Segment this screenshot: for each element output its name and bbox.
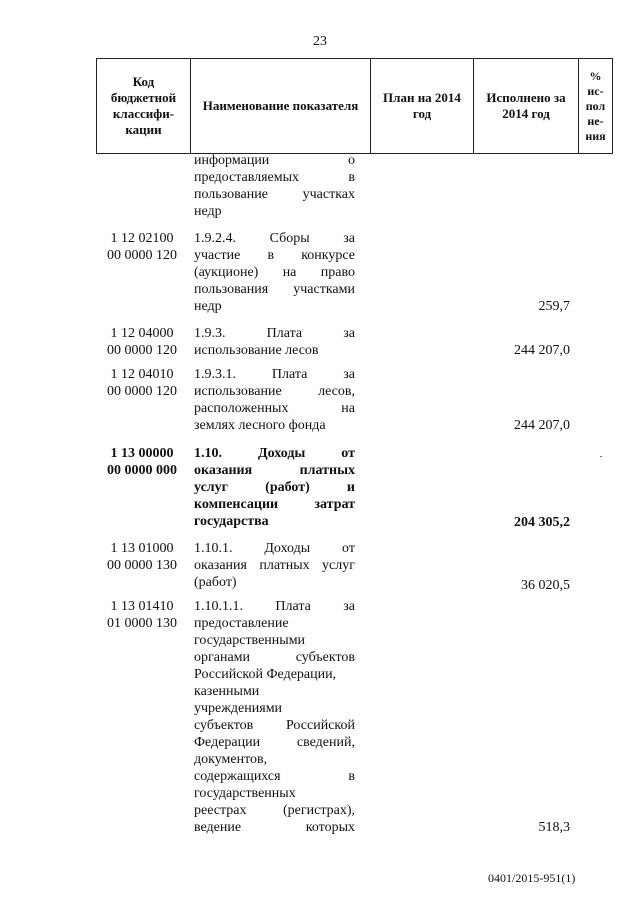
row-name-line: предоставляемых в xyxy=(194,170,355,185)
row-code-line: 1 12 04010 xyxy=(110,367,174,382)
scan-speck xyxy=(600,456,602,457)
row-code-line: 00 0000 120 xyxy=(107,343,177,358)
row-code-line: 00 0000 130 xyxy=(107,558,177,573)
page-number: 23 xyxy=(313,34,327,49)
document-code: 0401/2015-951(1) xyxy=(488,871,576,885)
header-code-line: кации xyxy=(125,122,162,137)
row-code-line: 00 0000 120 xyxy=(107,248,177,263)
row-code-line: 1 12 04000 xyxy=(110,326,174,341)
row-name-line: реестрах (регистрах), xyxy=(194,803,355,818)
row-code-line: 1 13 01000 xyxy=(110,541,174,556)
row-name-line: (аукционе) на право xyxy=(194,265,355,280)
row-code-line: 1 13 01410 xyxy=(110,599,174,614)
row-name-line: 1.10. Доходы от xyxy=(194,446,355,461)
row-name xyxy=(194,230,355,315)
row-name-line: учреждениями xyxy=(194,701,283,716)
row-code xyxy=(100,325,184,359)
row-name-line: землях лесного фонда xyxy=(194,418,326,433)
row-name-line: ведение которых xyxy=(194,820,355,835)
row-name-line: Федерации сведений, xyxy=(194,735,355,750)
row-name xyxy=(194,152,355,220)
row-name-line: содержащихся в xyxy=(194,769,355,784)
row-code-line: 00 0000 120 xyxy=(107,384,177,399)
row-name-line: субъектов Российской xyxy=(194,718,355,733)
row-name-line: информации о xyxy=(194,153,355,168)
row-name-line: органами субъектов xyxy=(194,650,355,665)
row-name-line: компенсации затрат xyxy=(194,497,355,512)
row-name-line: государства xyxy=(194,514,269,529)
row-code-line: 00 0000 000 xyxy=(107,463,177,478)
header-code-line: Код xyxy=(132,74,155,89)
row-name-line: недр xyxy=(194,204,222,219)
row-name-line: использование лесов, xyxy=(194,384,355,399)
row-executed-value: 244 207,0 xyxy=(514,343,570,358)
header-done-line: 2014 год xyxy=(502,106,550,121)
header-done-line: Исполнено за xyxy=(486,90,566,105)
row-name xyxy=(194,598,355,836)
row-executed-value: 36 020,5 xyxy=(521,578,570,593)
row-name-line: расположенных на xyxy=(194,401,355,416)
row-name-line: участие в конкурсе xyxy=(194,248,355,263)
header-percent-line: не- xyxy=(587,113,604,128)
row-executed-value: 518,3 xyxy=(538,820,570,835)
row-name xyxy=(194,366,355,434)
row-name xyxy=(194,445,355,530)
row-name-line: пользования участками xyxy=(194,282,355,297)
row-executed-value: 204 305,2 xyxy=(514,515,570,530)
row-name-line: оказания платных услуг xyxy=(194,558,355,573)
row-code xyxy=(100,230,184,264)
row-name-line: государственными xyxy=(194,633,306,648)
row-name-line: 1.9.3. Плата за xyxy=(194,326,355,341)
row-name-line: 1.9.2.4. Сборы за xyxy=(194,231,355,246)
header-percent-line: % xyxy=(589,68,602,83)
header-plan-line: год xyxy=(412,106,432,121)
header-code-cell xyxy=(97,59,191,154)
row-name-line: 1.9.3.1. Плата за xyxy=(194,367,355,382)
row-name-line: государственных xyxy=(194,786,296,801)
row-name-line: 1.10.1. Доходы от xyxy=(194,541,355,556)
row-code-line: 1 13 00000 xyxy=(110,446,174,461)
header-name-label: Наименование показателя xyxy=(202,98,359,113)
row-name-line: предоставление xyxy=(194,616,289,631)
header-percent-line: ния xyxy=(585,128,606,143)
row-name-line: услуг (работ) и xyxy=(194,480,355,495)
row-code xyxy=(100,598,184,632)
row-code-line: 1 12 02100 xyxy=(110,231,174,246)
header-code-line: классифи- xyxy=(112,106,175,121)
row-name-line: документов, xyxy=(194,752,268,767)
row-name-line: казенными xyxy=(194,684,260,699)
header-plan-cell xyxy=(371,59,474,154)
row-name-line: пользование участках xyxy=(194,187,355,202)
row-code-line: 01 0000 130 xyxy=(107,616,177,631)
row-name-line: Российской Федерации, xyxy=(194,667,337,682)
row-code xyxy=(100,366,184,400)
row-name-line: недр xyxy=(194,299,222,314)
row-name-line: 1.10.1.1. Плата за xyxy=(194,599,355,614)
row-code xyxy=(100,540,184,574)
row-name-line: (работ) xyxy=(194,575,237,590)
row-name xyxy=(194,325,355,359)
row-name-line: оказания платных xyxy=(194,463,355,478)
header-percent-line: пол xyxy=(585,98,606,113)
header-name-cell xyxy=(191,59,371,154)
row-name-line: использование лесов xyxy=(194,343,319,358)
header-done-cell xyxy=(474,59,579,154)
table-header xyxy=(96,58,613,154)
header-plan-line: План на 2014 xyxy=(383,90,461,105)
row-code xyxy=(100,445,184,479)
header-code-line: бюджетной xyxy=(110,90,177,105)
row-executed-value: 259,7 xyxy=(538,299,570,314)
header-percent-cell xyxy=(579,59,613,154)
header-percent-line: ис- xyxy=(587,83,604,98)
row-name xyxy=(194,540,355,591)
row-executed-value: 244 207,0 xyxy=(514,418,570,433)
